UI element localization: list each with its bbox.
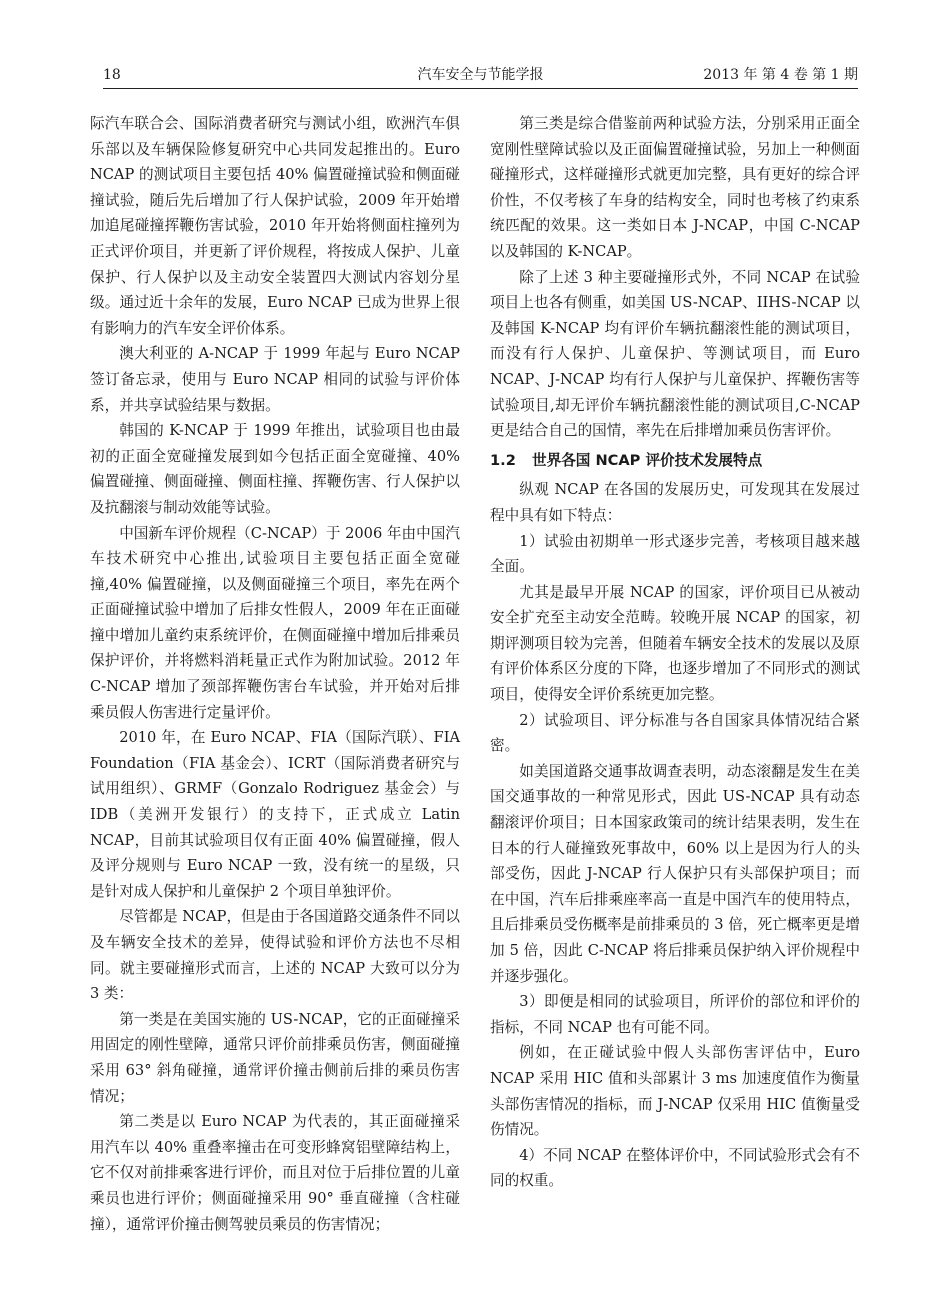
paragraph: 3）即便是相同的试验项目，所评价的部位和评价的指标，不同 NCAP 也有可能不同。 [490, 993, 860, 1036]
paragraph: 2010 年，在 Euro NCAP、FIA（国际汽联）、FIA Foundation（FIA 基金会）、ICRT（国际消费者研究与试用组织）、GRMF（Gonzalo Rodriguez 基金会）与 IDB（美洲开发银行）的支持下，正式成立 Latin NCAP，目前其试验项目仅有正面 40% 偏置碰撞，假人及评分规则与 Euro NCAP 一致，没有统一的星级，只是针对成人保护和儿童保护 2 个项目单独评价。 [90, 729, 460, 900]
issue-info: 2013 年 第 4 卷 第 1 期 [703, 67, 858, 83]
paragraph: 如美国道路交通事故调查表明，动态滚翻是发生在美国交通事故的一种常见形式，因此 US-NCAP 具有动态翻滚评价项目；日本国家政策司的统计结果表明，发生在日本的行人碰撞致死事故中，60% 以上是因为行人的头部受伤，因此 J-NCAP 行人保护只有头部保护项目；而在中国，汽车后排乘座率高一直是中国汽车的使用特点，且后排乘员受伤概率是前排乘员的 3 倍，死亡概率更是增加 5 倍，因此 C-NCAP 将后排乘员保护纳入评价规程中并逐步强化。 [490, 762, 860, 985]
paragraph: 韩国的 K-NCAP 于 1999 年推出，试验项目也由最初的正面全宽碰撞发展到如今包括正面全宽碰撞、40% 偏置碰撞、侧面碰撞、侧面柱撞、挥鞭伤害、行人保护以及抗翻滚与制动效能等试验。 [90, 422, 460, 516]
page-header [103, 66, 858, 89]
journal-title: 汽车安全与节能学报 [417, 67, 544, 83]
paragraph: 中国新车评价规程（C-NCAP）于 2006 年由中国汽车技术研究中心推出,试验项目主要包括正面全宽碰撞,40% 偏置碰撞，以及侧面碰撞三个项目，率先在两个正面碰撞试验中增加了后排女性假人，2009 年在正面碰撞中增加儿童约束系统评价，在侧面碰撞中增加后排乘员保护评价，并将燃料消耗量正式作为附加试验。2012 年 C-NCAP 增加了颈部挥鞭伤害台车试验，并开始对后排乘员假人伤害进行定量评价。 [90, 524, 460, 721]
paragraph: 1）试验由初期单一形式逐步完善，考核项目越来越全面。 [490, 532, 860, 576]
paragraph: 第一类是在美国实施的 US-NCAP，它的正面碰撞采用固定的刚性壁障，通常只评价前排乘员伤害，侧面碰撞采用 63° 斜角碰撞，通常评价撞击侧前后排的乘员伤害情况； [90, 1010, 460, 1105]
section-title: 世界各国 NCAP 评价技术发展特点 [532, 451, 763, 469]
paragraph: 纵观 NCAP 在各国的发展历史，可发现其在发展过程中具有如下特点： [490, 481, 860, 524]
paragraph: 例如，在正碰试验中假人头部伤害评估中，Euro NCAP 采用 HIC 值和头部累计 3 ms 加速度值作为衡量头部伤害情况的指标，而 J-NCAP 仅采用 HIC 值衡量受伤情况。 [490, 1044, 860, 1139]
paragraph: 第二类是以 Euro NCAP 为代表的，其正面碰撞采用汽车以 40% 重叠率撞击在可变形蜂窝铝壁障结构上，它不仅对前排乘客进行评价，而且对位于后排位置的儿童乘员也进行评价；侧面碰撞采用 90° 垂直碰撞（含柱碰撞），通常评价撞击侧驾驶员乘员的伤害情况； [90, 1113, 460, 1233]
paragraph: 4）不同 NCAP 在整体评价中，不同试验形式会有不同的权重。 [490, 1146, 860, 1190]
paragraph: 尽管都是 NCAP，但是由于各国道路交通条件不同以及车辆安全技术的差异，使得试验和评价方法也不尽相同。就主要碰撞形式而言，上述的 NCAP 大致可以分为 3 类： [90, 908, 460, 1003]
section-number: 1.2 [490, 451, 516, 469]
paragraph: 澳大利亚的 A-NCAP 于 1999 年起与 Euro NCAP 签订备忘录，使用与 Euro NCAP 相同的试验与评价体系，并共享试验结果与数据。 [90, 345, 460, 414]
paragraph: 除了上述 3 种主要碰撞形式外，不同 NCAP 在试验项目上也各有侧重，如美国 US-NCAP、IIHS-NCAP 以及韩国 K-NCAP 均有评价车辆抗翻滚性能的测试项目，而没有行人保护、儿童保护、等测试项目，而 Euro NCAP、J-NCAP 均有行人保护与儿童保护、挥鞭伤害等试验项目,却无评价车辆抗翻滚性能的测试项目,C-NCAP 更是结合自己的国情，率先在后排增加乘员伤害评价。 [490, 268, 860, 440]
paragraph: 际汽车联合会、国际消费者研究与测试小组，欧洲汽车俱乐部以及车辆保险修复研究中心共同发起推出的。Euro NCAP 的测试项目主要包括 40% 偏置碰撞试验和侧面碰撞试验，随后先后增加了行人保护试验，2009 年开始增加追尾碰撞挥鞭伤害试验，2010 年开始将侧面柱撞列为正式评价项目，并更新了评价规程，将按成人保护、儿童保护、行人保护以及主动安全装置四大测试内容划分星级。通过近十余年的发展，Euro NCAP 已成为世界上很有影响力的汽车安全评价体系。 [90, 115, 460, 337]
page-number: 18 [103, 67, 121, 83]
paragraph: 尤其是最早开展 NCAP 的国家，评价项目已从被动安全扩充至主动安全范畴。较晚开展 NCAP 的国家，初期评测项目较为完善，但随着车辆安全技术的发展以及原有评价体系区分度的下降，也逐步增加了不同形式的测试项目，使得安全评价系统更加完整。 [490, 583, 860, 704]
paragraph: 2）试验项目、评分标准与各自国家具体情况结合紧密。 [490, 711, 860, 755]
section-heading [490, 448, 860, 474]
left-column [90, 111, 460, 1237]
paragraph: 第三类是综合借鉴前两种试验方法，分别采用正面全宽刚性壁障试验以及正面偏置碰撞试验，另加上一种侧面碰撞形式，这样碰撞形式就更加完整，具有更好的综合评价性，不仅考核了车身的结构安全，同时也考核了约束系统匹配的效果。这一类如日本 J-NCAP，中国 C-NCAP 以及韩国的 K-NCAP。 [490, 115, 860, 260]
right-column [490, 111, 860, 1194]
